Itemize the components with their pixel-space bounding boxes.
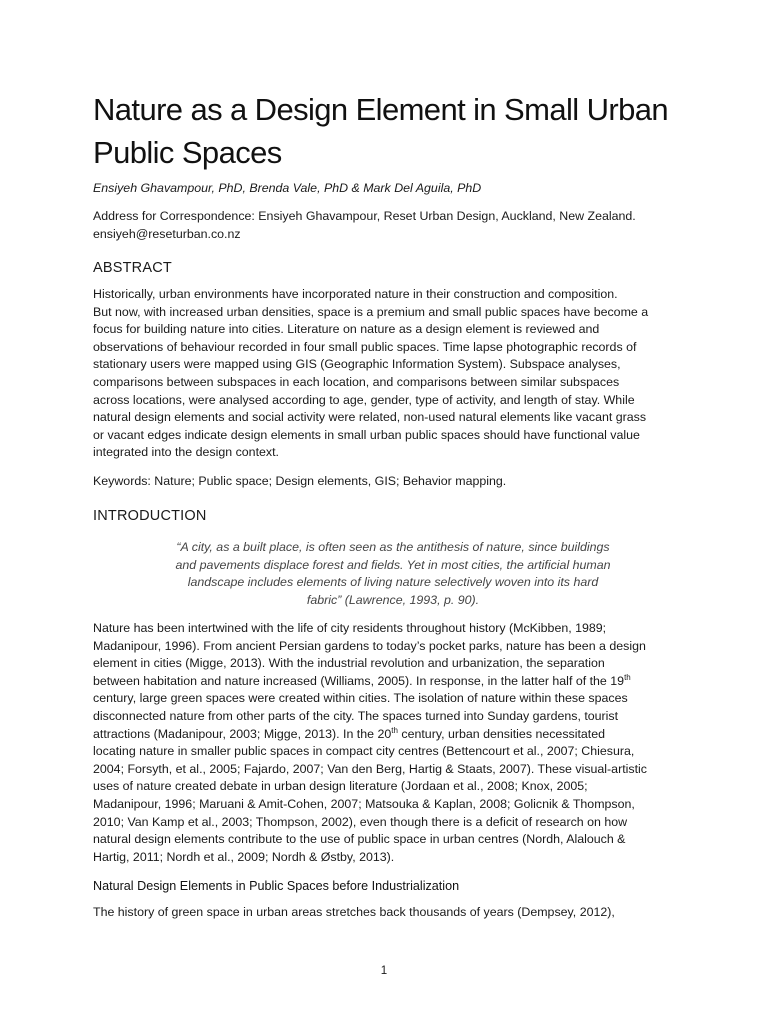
abstract-line: comparisons between subspaces in each location, and comparisons between similar subspaces xyxy=(93,374,620,389)
abstract-line: observations of behaviour recorded in four small public spaces. Time lapse photographic records of xyxy=(93,339,637,354)
abstract-line: or vacant edges indicate design elements in small urban public spaces should have functional value xyxy=(93,427,640,442)
intro-line: Madanipour, 1996). From ancient Persian gardens to today’s pocket parks, nature has been a design xyxy=(93,638,646,653)
intro-line: 2010; Van Kamp et al., 2003; Thompson, 2002), even though there is a deficit of research on how xyxy=(93,814,628,829)
abstract-text xyxy=(93,286,683,462)
abstract-line: across locations, were analysed according to age, gender, type of activity, and length of stay. While xyxy=(93,392,635,407)
introduction-heading: INTRODUCTION xyxy=(93,508,207,524)
abstract-line: integrated into the design context. xyxy=(93,445,279,460)
abstract-line: Historically, urban environments have incorporated nature in their construction and composition. xyxy=(93,287,618,301)
intro-text-fragment: century, urban densities necessitated xyxy=(397,726,606,741)
author-list: Ensiyeh Ghavampour, PhD, Brenda Vale, PhD & Mark Del Aguila, PhD xyxy=(93,181,482,195)
intro-line: locating nature in smaller public spaces in compact city centres (Bettencourt et al., 2007; Chiesura, xyxy=(93,744,635,759)
intro-text-fragment: attractions (Madanipour, 2003; Migge, 2013). In the 20 xyxy=(93,726,392,741)
intro-line: Madanipour, 1996; Maruani & Amit-Cohen, 2007; Matsouka & Kaplan, 2008; Golicnik & Thompson, xyxy=(93,796,635,811)
abstract-line: focus for building nature into cities. Literature on nature as a design element is reviewed and xyxy=(93,322,600,337)
address-line: Address for Correspondence: Ensiyeh Ghavampour, Reset Urban Design, Auckland, New Zealand. xyxy=(93,209,636,223)
correspondence-address xyxy=(93,207,683,243)
abstract-heading: ABSTRACT xyxy=(93,260,172,276)
abstract-line: But now, with increased urban densities, space is a premium and small public spaces have become a xyxy=(93,304,649,319)
intro-line: 2004; Forsyth, et al., 2005; Fajardo, 2007; Van den Berg, Hartig & Staats, 2007). These visual-artistic xyxy=(93,761,647,776)
email-address: ensiyeh@reseturban.co.nz xyxy=(93,227,241,241)
keywords: Keywords: Nature; Public space; Design elements, GIS; Behavior mapping. xyxy=(93,474,507,488)
quote-line: “A city, as a built place, is often seen as the antithesis of nature, since buildings xyxy=(176,540,610,554)
intro-line: natural design elements contribute to the use of public space in urban centres (Nordh, Alalouch & xyxy=(93,832,626,847)
introduction-text xyxy=(93,620,683,866)
abstract-line: natural design elements and social activity were related, non-used natural elements like vacant grass xyxy=(93,410,647,425)
title-line: Public Spaces xyxy=(93,135,282,170)
intro-line xyxy=(93,726,683,744)
intro-line: disconnected nature from other parts of the city. The spaces turned into Sunday gardens, tourist xyxy=(93,708,619,723)
page-number: 1 xyxy=(380,965,388,977)
abstract-line: stationary users were mapped using GIS (Geographic Information System). Subspace analyses, xyxy=(93,357,621,372)
intro-line: Nature has been intertwined with the life of city residents throughout history (McKibben, 1989; xyxy=(93,621,607,635)
intro-line xyxy=(93,673,683,691)
quote-line: and pavements displace forest and fields. Yet in most cities, the artificial human xyxy=(175,557,611,572)
history-line: The history of green space in urban areas stretches back thousands of years (Dempsey, 2012), xyxy=(93,905,615,919)
intro-line: uses of nature created debate in urban design literature (Jordaan et al., 2008; Knox, 2005; xyxy=(93,779,588,794)
ordinal-suffix: th xyxy=(391,725,398,735)
title-line: Nature as a Design Element in Small Urban xyxy=(93,92,669,127)
intro-line: element in cities (Migge, 2013). With the industrial revolution and urbanization, the separation xyxy=(93,656,605,671)
paper-title xyxy=(93,88,693,174)
intro-line: century, large green spaces were created within cities. The isolation of nature within these spaces xyxy=(93,691,628,706)
quote-line: landscape includes elements of living nature selectively woven into its hard xyxy=(187,575,599,590)
intro-text-fragment: between habitation and nature increased (Williams, 2005). In response, in the latter half of the 19 xyxy=(93,673,625,688)
history-text xyxy=(93,904,683,922)
quote-line: fabric” (Lawrence, 1993, p. 90). xyxy=(306,592,480,607)
ordinal-suffix: th xyxy=(624,672,631,682)
section-subheading: Natural Design Elements in Public Spaces before Industrialization xyxy=(93,879,460,893)
epigraph-quote xyxy=(133,539,653,609)
intro-line: Hartig, 2011; Nordh et al., 2009; Nordh & Østby, 2013). xyxy=(93,849,395,864)
